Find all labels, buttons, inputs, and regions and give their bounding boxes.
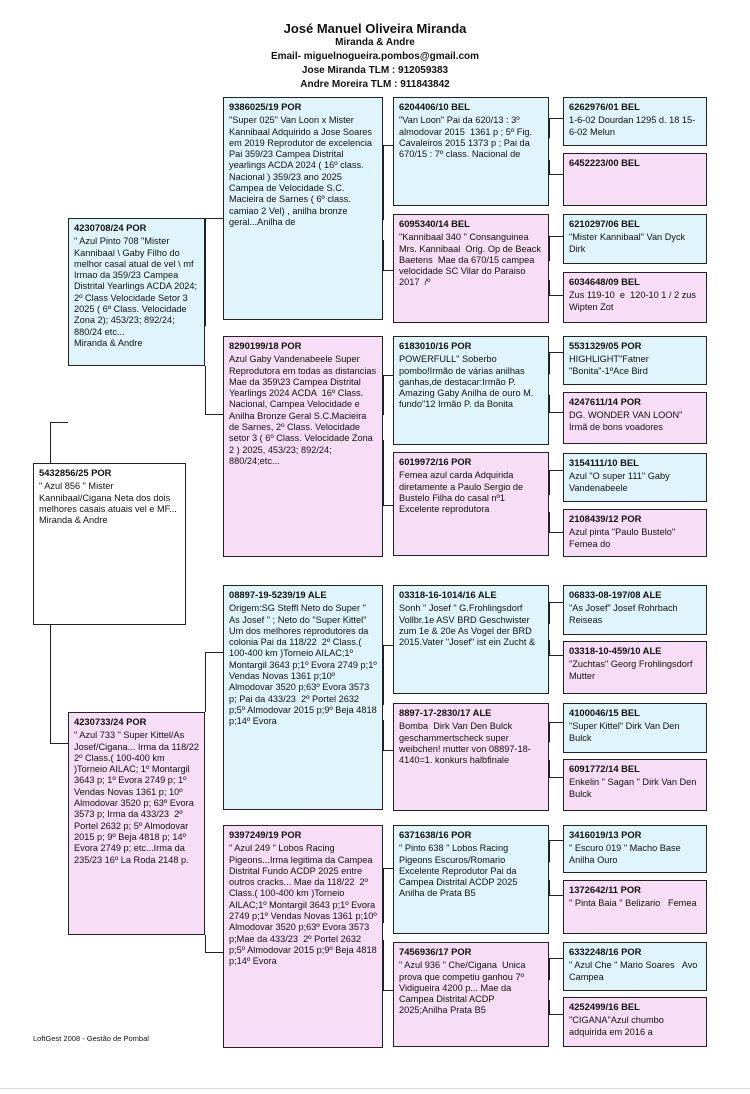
pigeon-description: " Azul 733 " Super Kittel/As Josef/Cigana... Irma da 118/22 2º Class.( 100-400 km )Torneio AILAC; 1º Montargil 3643 p; 1º Evora 2749 p; 1º Vendas Novas 1361 p; 10º Almodovar 3520 p; 63º Evora 3573 p; Irma da 433/23 2º Portel 2632 p; 5º Almodovar 2015 p; 9º Beja 4818 p; 14º Evora 2749 p; etc...Irma da 235/23 16º La Roda 2148 p. xyxy=(74,730,205,865)
connector xyxy=(549,840,550,862)
ring-number: 6371638/16 POR xyxy=(399,829,472,840)
g4-box[interactable] xyxy=(563,153,707,206)
connector xyxy=(549,174,563,175)
ring-number: 6091772/14 BEL xyxy=(569,763,640,774)
pigeon-description: " Azul Pinto 708 "Mister Kannibaal \ Gaby Filho do melhor casal atual de vel \ mf Irmao da 359/23 Campea Distrital Yearlings ACDA 2024; 2º Class Velocidade Setor 3 2025 ( 6º Class. Velocidade Zona 2); 453/23; 892/24; 880/24 etc... Miranda & Andre xyxy=(74,236,198,348)
connector xyxy=(205,652,223,653)
ring-number: 6034648/09 BEL xyxy=(569,276,640,287)
ring-number: 3416019/13 POR xyxy=(569,829,642,840)
ring-number: 8290199/18 POR xyxy=(229,340,302,351)
ring-number: 9386025/19 POR xyxy=(229,101,302,112)
connector xyxy=(383,505,393,506)
granddam-paternal-box[interactable] xyxy=(223,336,383,557)
ring-number: 06833-08-197/08 ALE xyxy=(569,589,662,600)
g4-box[interactable] xyxy=(563,214,707,264)
connector xyxy=(549,958,550,980)
ring-number: 6452223/00 BEL xyxy=(569,157,640,168)
ring-number: 4230733/24 POR xyxy=(74,716,147,727)
connector xyxy=(205,218,223,219)
connector xyxy=(549,280,550,295)
connector xyxy=(383,645,393,646)
connector xyxy=(383,375,393,376)
connector xyxy=(383,868,384,923)
pigeon-description: " Azul 856 " Mister Kannibaal/Cigana Neta dos dois melhores casais atuais vel e MF... Miranda & Andre xyxy=(39,481,177,526)
ring-number: 6204406/10 BEL xyxy=(399,101,470,112)
connector xyxy=(549,760,550,777)
pigeon-description: 1-6-02 Dourdan 1295 d. 18 15-6-02 Melun xyxy=(569,115,696,137)
pigeon-description: "CIGANA"Azul chumbo adquirida em 2016 a xyxy=(569,1015,667,1037)
connector xyxy=(383,270,393,271)
pigeon-description: "Van Loon" Pai da 620/13 : 3º almodovar 2015 1361 p ; 5º Fig. Cavaleiros 2015 1373 p ; Pai da 670/15 : 7º class. Nacional de xyxy=(399,115,535,160)
pigeon-description: Enkelin " Sagan " Dirk Van Den Bulck xyxy=(569,777,699,799)
connector xyxy=(549,160,550,174)
pigeon-description: Bomba Dirk Van Den Bulck geschammertscheck super weibchen! mutter von 08897-18-4140=1. konkurs halbfinale xyxy=(399,721,531,766)
connector xyxy=(205,952,223,953)
connector xyxy=(549,602,563,603)
g3-box[interactable] xyxy=(393,336,549,445)
ring-number: 6332248/16 POR xyxy=(569,946,642,957)
g4-box[interactable] xyxy=(563,942,707,991)
connector xyxy=(549,840,563,841)
g3-box[interactable] xyxy=(393,214,549,323)
connector xyxy=(549,352,563,353)
connector xyxy=(549,352,550,374)
ring-number: 4230708/24 POR xyxy=(74,222,147,233)
grandsire-maternal-box[interactable] xyxy=(223,585,383,810)
pigeon-description: DG. WONDER VAN LOON" Irmã de bons voadores xyxy=(569,410,685,432)
connector xyxy=(205,935,206,952)
ring-number: 2108439/12 POR xyxy=(569,513,642,524)
pigeon-description: " Azul 936 " Che/Cigana Unica prova que competiu ganhou 7º Vidigueira 4200 p... Mae da Campea Distrital ACDP 2025;Anilha Prata B5 xyxy=(399,960,529,1016)
connector xyxy=(549,880,550,895)
g4-box[interactable] xyxy=(563,641,707,694)
pigeon-description: Azul Gaby Vandenabeele Super Reprodutora em todas as distancias Mae da 359\23 Campea Distrital Yearlings 2024 ACDA 16º Class. Nacional, Campea Velocidade e Anilha Bronze Geral S.C.Macieira de Sarnes, 2º Class. Velocidade setor 3 ( 6º Class. Velocidade Zona 2 ) 2025, 453/23; 892/24; 880/24;etc... xyxy=(229,354,379,466)
g4-box[interactable] xyxy=(563,336,707,385)
ring-number: 6019972/16 POR xyxy=(399,456,472,467)
connector xyxy=(549,512,550,532)
pigeon-description: HIGHLIGHT"Fatner "Bonita"-1ºAce Bird xyxy=(569,354,652,376)
g4-box[interactable] xyxy=(563,825,707,873)
pigeon-description: POWERFULL" Soberbo pombo!Irmão de várias anilhas ganhas,de destacar:Irmão P. Amazing Gaby Anilha de ouro M. fundo"12 Irmão P. da Bonita xyxy=(399,354,536,410)
pigeon-description: Zus 119-10 e 120-10 1 / 2 zus Wipten Zot xyxy=(569,290,699,312)
connector xyxy=(549,470,563,471)
connector xyxy=(549,640,550,655)
pigeon-description: "Mister Kannibaal" Van Dyck Dirk xyxy=(569,232,688,254)
connector xyxy=(549,777,563,778)
ring-number: 08897-19-5239/19 ALE xyxy=(229,589,327,600)
connector xyxy=(205,218,206,326)
pigeon-description: Sonh " Josef " G.Frohlingsdorf Vollbr.1e ASV BRD Geschwister zum 1e & 20e As Vogel der BRD 2015.Vater "Josef" ist ein Zucht & xyxy=(399,603,536,648)
g4-box[interactable] xyxy=(563,392,707,444)
subject-box[interactable] xyxy=(33,463,186,625)
g3-box[interactable] xyxy=(393,97,549,206)
pigeon-description: Azul pinta "Paulo Bustelo" Femea do xyxy=(569,527,678,549)
connector xyxy=(383,145,393,146)
pigeon-description: "Zuchtas" Georg Frohlingsdorf Mutter xyxy=(569,659,696,681)
pigeon-description: Femea azul carda Adquirida diretamente a Paulo Sergio de Bustelo Filha do casal nº1 Excelente reprodutora xyxy=(399,470,526,515)
phone-line-1: Jose Miranda TLM : 912059383 xyxy=(301,65,449,76)
ring-number: 6183010/16 POR xyxy=(399,340,472,351)
g4-box[interactable] xyxy=(563,509,707,557)
g3-box[interactable] xyxy=(393,825,549,934)
ring-number: 6210297/06 BEL xyxy=(569,218,640,229)
connector xyxy=(383,645,384,705)
header xyxy=(0,22,750,92)
owner-name: José Manuel Oliveira Miranda xyxy=(283,21,467,36)
connector xyxy=(549,602,550,624)
g3-box[interactable] xyxy=(393,703,549,811)
footer-credit: LoftGest 2008 - Gestão de Pombal xyxy=(33,1034,149,1043)
pigeon-description: " Pinto 638 " Lobos Racing Pigeons Escuros/Romario Excelente Reprodutor Pai da Campea Distrital ACDP 2025 Anilha de Prata B5 xyxy=(399,843,520,899)
grandsire-paternal-box[interactable] xyxy=(223,97,383,320)
g4-box[interactable] xyxy=(563,97,707,146)
connector xyxy=(549,295,563,296)
connector xyxy=(549,118,563,119)
connector xyxy=(50,743,68,744)
connector xyxy=(383,868,393,869)
connector xyxy=(549,722,550,742)
pigeon-description: " Pinta Baia " Belizario Femea xyxy=(569,898,697,909)
connector xyxy=(549,895,563,896)
pigeon-description: "Kannibaal 340 " Consanguinea Mrs. Kannibaal Orig. Op de Beack Baetens Mae da 670/15 campea velocidade SC Vilar do Paraiso 2017 /º xyxy=(399,232,544,288)
connector xyxy=(383,940,384,990)
connector xyxy=(549,412,563,413)
granddam-maternal-box[interactable] xyxy=(223,825,383,1048)
sire-box[interactable] xyxy=(68,218,205,366)
pigeon-description: "As Josef" Josef Rohrbach Reiseas xyxy=(569,603,681,625)
connector xyxy=(549,722,563,723)
connector xyxy=(383,440,384,505)
connector xyxy=(50,422,51,463)
g3-box[interactable] xyxy=(393,585,549,694)
connector xyxy=(50,625,51,743)
pigeon-description: "Super 025" Van Loon x Mister Kannibaal Adquirido a Jose Soares em 2019 Reprodutor de excelencia Pai 359/23 Campea Distrital yearlings ACDA 2024 ( 16º class. Nacional ) 359/23 ano 2025 Campea de Velocidade S.C. Macieira de Sarnes ( 6º class. camiao 2 Vel) , anilha bronze geral...Anilha de xyxy=(229,115,378,227)
g4-box[interactable] xyxy=(563,272,707,323)
ring-number: 4100046/15 BEL xyxy=(569,707,640,718)
g4-box[interactable] xyxy=(563,585,707,635)
ring-number: 4247611/14 POR xyxy=(569,396,641,407)
ring-number: 6262976/01 BEL xyxy=(569,101,640,112)
connector xyxy=(383,720,384,750)
ring-number: 5531329/05 POR xyxy=(569,340,642,351)
connector xyxy=(549,236,563,237)
pigeon-description: " Azul 249 " Lobos Racing Pigeons...Irma legitima da Campea Distrital Fundo ACDP 2025 entre outros cracks... Mae da 118/22 2º Class.( 100-400 km )Torneio AILAC;1º Montargil 3643 p;1º Evora 2749 p;1º Vendas Novas 1361 p;10º Almodovar 3520 p;63º Evora 3573 p;Mae da 433/23 2º Portel 2632 p;5º Almodovar 2015 p;9º Beja 4818 p;14º Evora xyxy=(229,843,380,967)
email-line: Email- miguelnogueira.pombos@gmail.com xyxy=(270,51,480,62)
pigeon-description: "Super Kittel" Dirk Van Den Bulck xyxy=(569,721,683,743)
ring-number: 1372642/11 POR xyxy=(569,884,641,895)
ring-number: 03318-10-459/10 ALE xyxy=(569,645,662,656)
connector xyxy=(549,532,563,533)
g4-box[interactable] xyxy=(563,453,707,502)
pigeon-description: " Escuro 019 " Macho Base Anilha Ouro xyxy=(569,843,686,865)
connector xyxy=(383,990,393,991)
ring-number: 4252499/16 BEL xyxy=(569,1001,640,1012)
connector xyxy=(549,958,563,959)
g4-box[interactable] xyxy=(563,997,707,1047)
pigeon-description: " Azul Che " Mario Soares Avo Campea xyxy=(569,960,700,982)
connector xyxy=(549,470,550,495)
pigeon-description: Azul "O super 111" Gaby Vandenabeele xyxy=(569,471,673,493)
g4-box[interactable] xyxy=(563,880,707,934)
ring-number: 7456936/17 POR xyxy=(399,946,472,957)
connector xyxy=(549,1000,550,1014)
connector xyxy=(383,240,384,270)
ring-number: 3154111/10 BEL xyxy=(569,457,639,468)
connector xyxy=(383,375,384,415)
connector xyxy=(383,145,384,220)
connector xyxy=(549,395,550,412)
dam-box[interactable] xyxy=(68,712,205,935)
connector xyxy=(549,1014,563,1015)
ring-number: 6095340/14 BEL xyxy=(399,218,470,229)
ring-number: 9397249/19 POR xyxy=(229,829,302,840)
connector xyxy=(50,422,68,423)
connector xyxy=(549,655,563,656)
g3-box[interactable] xyxy=(393,942,549,1047)
connector xyxy=(383,750,393,751)
loft-name: Miranda & Andre xyxy=(335,37,415,48)
pigeon-description: Origem:SG Steffl Neto do Super " As Josef " ; Neto do "Super Kittel" Um dos melhores reprodutores da colonia Pai da 118/22 2º Class.( 100-400 km )Torneio AILAC;1º Montargil 3643 p;1º Evora 2749 p;1º Vendas Novas 1361 p;10º Almodovar 3520 p;63º Evora 3573 p; Pai da 433/23 2º Portel 2632 p;5º Almodovar 2015 p;9º Beja 4818 p;14º Evora xyxy=(229,603,380,727)
ring-number: 8897-17-2830/17 ALE xyxy=(399,707,492,718)
page-bottom-divider xyxy=(0,1088,750,1089)
ring-number: 5432856/25 POR xyxy=(39,467,112,478)
connector xyxy=(205,366,206,414)
g3-box[interactable] xyxy=(393,452,549,556)
g4-box[interactable] xyxy=(563,759,707,811)
phone-line-2: Andre Moreira TLM : 911843842 xyxy=(300,79,450,90)
connector xyxy=(205,414,223,415)
connector xyxy=(549,236,550,261)
g4-box[interactable] xyxy=(563,703,707,753)
connector xyxy=(549,118,550,138)
connector xyxy=(205,652,206,712)
ring-number: 03318-16-1014/16 ALE xyxy=(399,589,497,600)
